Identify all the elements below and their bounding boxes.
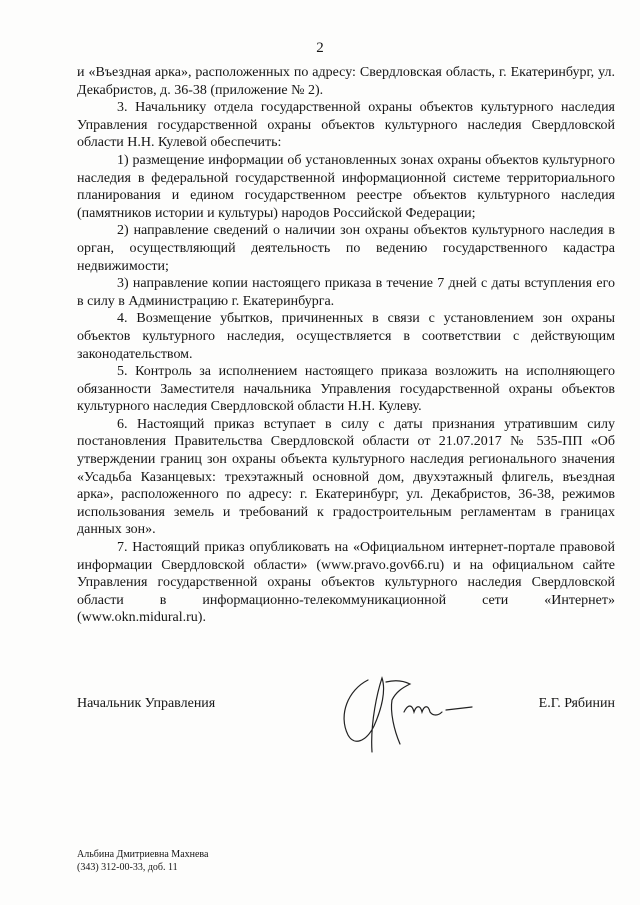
paragraph-subitem-2: 2) направление сведений о наличии зон охраны объектов культурного наследия в орган, осуществляющий деятельность по ведению государственного кадастра недвижимости; — [77, 223, 615, 274]
paragraph-item-5: 5. Контроль за исполнением настоящего приказа возложить на исполняющего обязанности Заместителя начальника Управления государственной охраны объектов культурного наследия Свердловской области Н.Н. Кулеву. — [77, 364, 615, 415]
paragraph-continuation: и «Въездная арка», расположенных по адресу: Свердловская область, г. Екатеринбург, ул. Декабристов, д. 36-38 (приложение № 2). — [77, 65, 615, 98]
document-body — [77, 64, 615, 627]
paragraph-subitem-3: 3) направление копии настоящего приказа в течение 7 дней с даты вступления его в силу в Администрацию г. Екатеринбурга. — [77, 276, 615, 309]
handwritten-signature — [330, 660, 490, 760]
paragraph-subitem-1: 1) размещение информации об установленных зонах охраны объектов культурного наследия в федеральной государственной информационной системе территориального планирования и едином государственном реестре объектов культурного наследия (памятников истории и культуры) народов Российской Федерации; — [77, 152, 615, 221]
paragraph-item-3: 3. Начальнику отдела государственной охраны объектов культурного наследия Управления государственной охраны объектов культурного наследия Свердловской области Н.Н. Кулевой обеспечить: — [77, 100, 615, 151]
signatory-name: Е.Г. Рябинин — [538, 696, 615, 711]
executor-info — [77, 848, 208, 874]
paragraph-item-6: 6. Настоящий приказ вступает в силу с даты признания утратившим силу постановления Правительства Свердловской области от 21.07.2017 № 535-ПП «Об утверждении границ зон охраны объекта культурного наследия регионального значения «Усадьба Казанцевых: трехэтажный основной дом, двухэтажный флигель, въездная арка», расположенного по адресу: г. Екатеринбург, ул. Декабристов, 36-38, режимов использования земель и требований к градостроительным регламентам в границах данных зон». — [77, 416, 615, 538]
executor-phone: (343) 312-00-33, доб. 11 — [77, 862, 178, 873]
signatory-title: Начальник Управления — [77, 696, 216, 711]
paragraph-item-4: 4. Возмещение убытков, причиненных в связи с установлением зон охраны объектов культурного наследия, осуществляется в соответствии с действующим законодательством. — [77, 311, 615, 362]
paragraph-item-7: 7. Настоящий приказ опубликовать на «Официальном интернет-портале правовой информации Свердловской области» (www.pravo.gov66.ru) и на официальном сайте Управления государственной охраны объектов культурного наследия Свердловской области в информационно-телекоммуникационной сети «Интернет» (www.okn.midural.ru). — [77, 540, 615, 626]
executor-name: Альбина Дмитриевна Махнева — [77, 849, 209, 860]
page-number: 2 — [316, 40, 324, 56]
